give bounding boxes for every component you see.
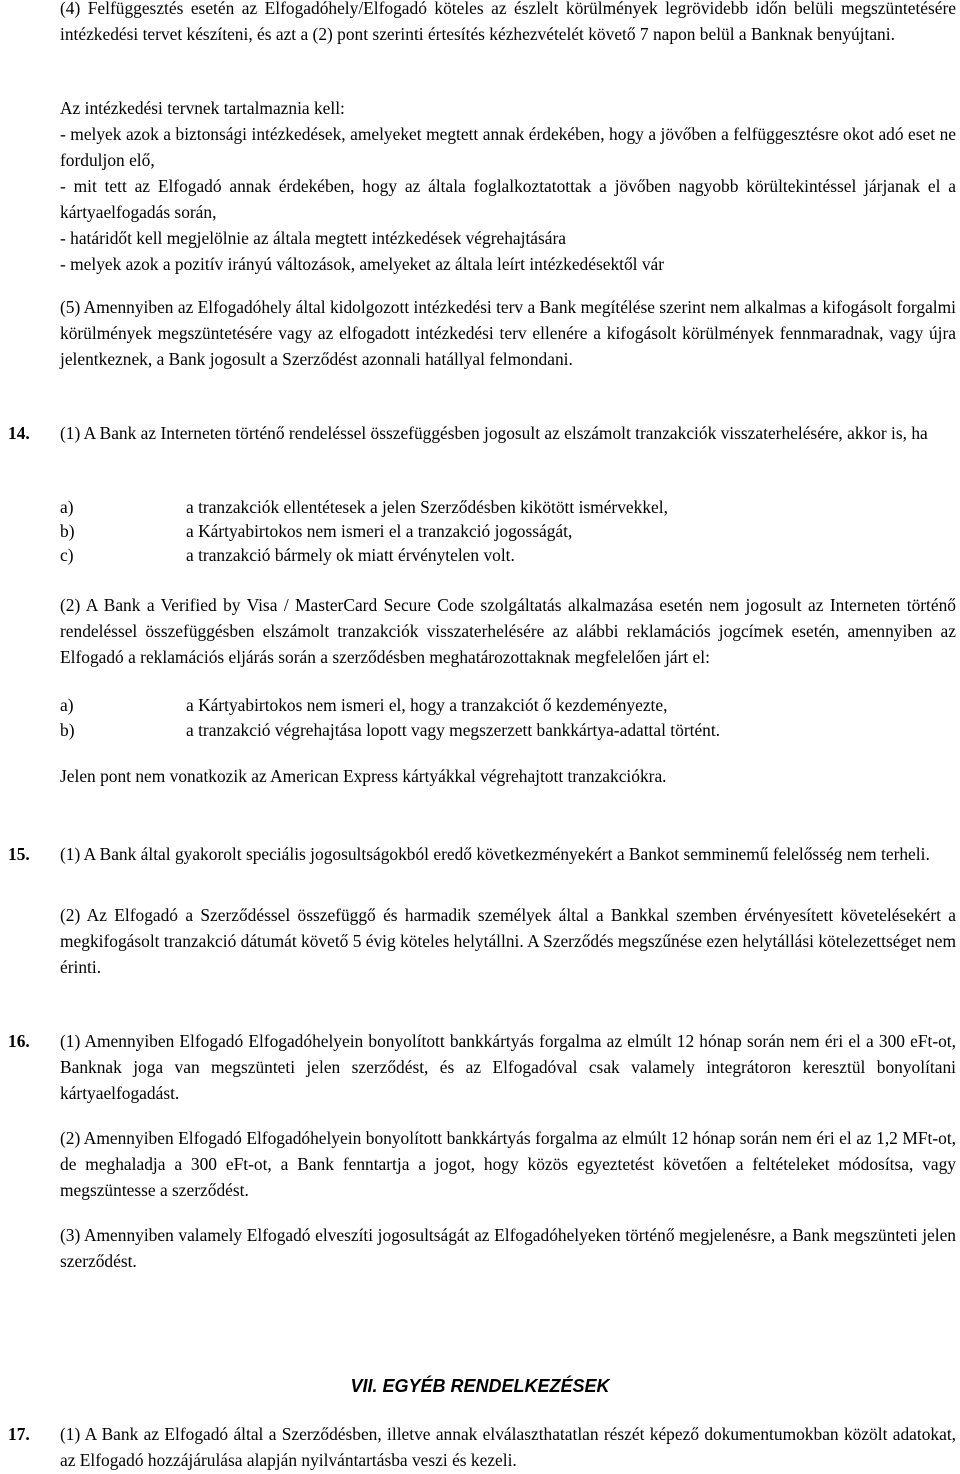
section-14-note: Jelen pont nem vonatkozik az American Express kártyákkal végrehajtott tranzakciókra. [60,766,667,786]
action-plan-item: - mit tett az Elfogadó annak érdekében, hogy az általa foglalkoztatottak a jövőben nagyobb körültekintéssel járjanak el a kártyaelfogadás során, [60,176,956,222]
section-16-paragraph-2: (2) Amennyiben Elfogadó Elfogadóhelyein bonyolított bankkártyás forgalma az elmúlt 12 hónap során nem éri el az 1,2 MFt-ot, de meghaladja a 300 eFt-ot, a Bank fenntartja a jogot, hogy közös egyeztetést követően a feltételeket módosítsa, vagy megszüntesse a szerződést. [60,1128,956,1200]
section-15-paragraph-2: (2) Az Elfogadó a Szerződéssel összefüggő és harmadik személyek által a Bankkal szemben érvényesített követelésekért a megkifogásolt tranzakció dátumát követő 5 évig köteles helytállni. A Szerződés megszűnése ezen helytállási kötelezettséget nem érinti. [60,905,956,977]
section-number-17: 17. [8,1424,30,1444]
list-label: a) [60,497,74,517]
section-16-paragraph-1: (1) Amennyiben Elfogadó Elfogadóhelyein bonyolított bankkártyás forgalma az elmúlt 12 hónap során nem éri el a 300 eFt-ot, Banknak joga van megszünteti jelen szerződést, és az Elfogadóval csak valamely integrátoron keresztül bonyolítani kártyaelfogadást. [60,1031,956,1103]
list-item: a tranzakció bármely ok miatt érvénytelen volt. [186,545,515,565]
section-15-paragraph-1: (1) A Bank által gyakorolt speciális jogosultságokból eredő következményekért a Bankot semminemű felelősség nem terheli. [60,844,930,864]
list-item: a tranzakciók ellentétesek a jelen Szerződésben kikötött ismérvekkel, [186,497,668,517]
chapter-heading: VII. EGYÉB RENDELKEZÉSEK [350,1376,610,1396]
section-16-paragraph-3: (3) Amennyiben valamely Elfogadó elveszíti jogosultságát az Elfogadóhelyeken történő megjelenésre, a Bank megszünteti jelen szerződést. [60,1225,956,1271]
section-number-16: 16. [8,1031,30,1051]
section-14-paragraph-1: (1) A Bank az Interneten történő rendeléssel összefüggésben jogosult az elszámolt tranzakciók visszaterhelésére, akkor is, ha [60,423,928,443]
action-plan-heading: Az intézkedési tervnek tartalmaznia kell: [60,98,345,118]
paragraph-4: (4) Felfüggesztés esetén az Elfogadóhely/Elfogadó köteles az észlelt körülmények legrövidebb időn belüli megszüntetésére intézkedési tervet készíteni, és azt a (2) pont szerinti értesítés kézhezvételét követő 7 napon belül a Banknak benyújtani. [60,0,956,44]
list-label: a) [60,695,74,715]
action-plan-item: - melyek azok a pozitív irányú változások, amelyeket az általa leírt intézkedésektől vár [60,254,665,274]
list-label: b) [60,720,75,740]
list-item: a tranzakció végrehajtása lopott vagy megszerzett bankkártya-adattal történt. [186,720,721,740]
action-plan-item: - határidőt kell megjelölnie az általa megtett intézkedések végrehajtására [60,228,567,248]
list-label: b) [60,521,75,541]
action-plan-requirements [60,95,956,277]
list-item: a Kártyabirtokos nem ismeri el a tranzakció jogosságát, [186,521,573,541]
section-number-15: 15. [8,844,30,864]
list-item: a Kártyabirtokos nem ismeri el, hogy a tranzakciót ő kezdeményezte, [186,695,668,715]
section-17-paragraph-1: (1) A Bank az Elfogadó által a Szerződésben, illetve annak elválaszthatatlan részét képező dokumentumokban közölt adatokat, az Elfogadó hozzájárulása alapján nyilvántartásba veszi és kezeli. [60,1424,956,1470]
action-plan-item: - melyek azok a biztonsági intézkedések, amelyeket megtett annak érdekében, hogy a jövőben a felfüggesztésre okot adó eset ne forduljon elő, [60,124,956,170]
list-label: c) [60,545,74,565]
section-14-paragraph-2: (2) A Bank a Verified by Visa / MasterCard Secure Code szolgáltatás alkalmazása esetén nem jogosult az Interneten történő rendeléssel összefüggésben elszámolt tranzakciók visszaterhelésére az alábbi reklamációs jogcímek esetén, amennyiben az Elfogadó a reklamációs eljárás során a szerződésben meghatározottaknak megfelelően járt el: [60,595,956,667]
paragraph-5: (5) Amennyiben az Elfogadóhely által kidolgozott intézkedési terv a Bank megítélése szerint nem alkalmas a kifogásolt forgalmi körülmények megszüntetésére vagy az elfogadott intézkedési terv ellenére a kifogásolt körülmények fennmaradnak, vagy újra jelentkeznek, a Bank jogosult a Szerződést azonnali hatállyal felmondani. [60,297,956,369]
section-number-14: 14. [8,423,30,443]
